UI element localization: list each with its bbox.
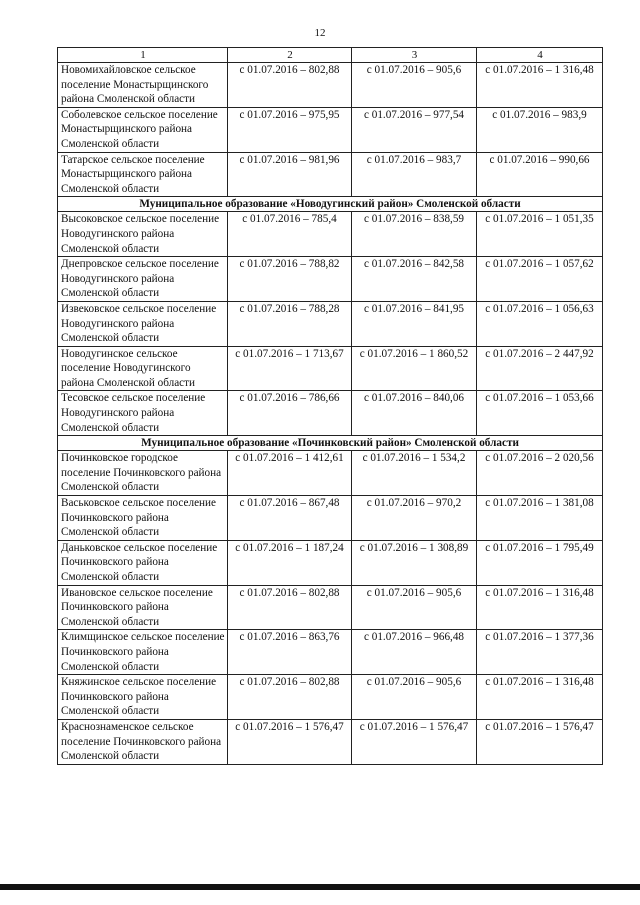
column-header-4: 4 — [477, 48, 603, 63]
value-cell-col4: с 01.07.2016 – 2 020,56 — [477, 451, 603, 496]
value-cell-col2: с 01.07.2016 – 802,88 — [228, 63, 352, 108]
value-cell-col3: с 01.07.2016 – 1 860,52 — [352, 346, 477, 391]
table-row — [58, 496, 603, 541]
table-row — [58, 675, 603, 720]
value-cell-col4: с 01.07.2016 – 2 447,92 — [477, 346, 603, 391]
settlement-name: Васьковское сельское поселение Починковского района Смоленской области — [58, 496, 228, 541]
value-cell-col2: с 01.07.2016 – 788,28 — [228, 301, 352, 346]
settlement-name: Починковское городское поселение Починковского района Смоленской области — [58, 451, 228, 496]
settlement-name: Высоковское сельское поселение Новодугинского района Смоленской области — [58, 212, 228, 257]
table-row — [58, 630, 603, 675]
section-heading: Муниципальное образование «Починковский район» Смоленской области — [58, 436, 603, 451]
settlement-name: Тесовское сельское поселение Новодугинского района Смоленской области — [58, 391, 228, 436]
settlement-name: Татарское сельское поселение Монастырщинского района Смоленской области — [58, 152, 228, 197]
value-cell-col2: с 01.07.2016 – 788,82 — [228, 257, 352, 302]
value-cell-col3: с 01.07.2016 – 905,6 — [352, 63, 477, 108]
value-cell-col2: с 01.07.2016 – 802,88 — [228, 585, 352, 630]
value-cell-col2: с 01.07.2016 – 867,48 — [228, 496, 352, 541]
value-cell-col4: с 01.07.2016 – 990,66 — [477, 152, 603, 197]
value-cell-col2: с 01.07.2016 – 975,95 — [228, 107, 352, 152]
value-cell-col3: с 01.07.2016 – 970,2 — [352, 496, 477, 541]
page-number: 12 — [314, 27, 326, 39]
value-cell-col3: с 01.07.2016 – 983,7 — [352, 152, 477, 197]
value-cell-col2: с 01.07.2016 – 1 713,67 — [228, 346, 352, 391]
table-row — [58, 212, 603, 257]
settlement-name: Краснознаменское сельское поселение Починковского района Смоленской области — [58, 719, 228, 764]
settlement-name: Соболевское сельское поселение Монастырщинского района Смоленской области — [58, 107, 228, 152]
value-cell-col3: с 01.07.2016 – 966,48 — [352, 630, 477, 675]
settlement-name: Ивановское сельское поселение Починковского района Смоленской области — [58, 585, 228, 630]
value-cell-col3: с 01.07.2016 – 1 576,47 — [352, 719, 477, 764]
value-cell-col3: с 01.07.2016 – 905,6 — [352, 675, 477, 720]
settlement-name: Княжинское сельское поселение Починковского района Смоленской области — [58, 675, 228, 720]
table-row — [58, 346, 603, 391]
value-cell-col4: с 01.07.2016 – 1 316,48 — [477, 675, 603, 720]
value-cell-col3: с 01.07.2016 – 841,95 — [352, 301, 477, 346]
value-cell-col4: с 01.07.2016 – 983,9 — [477, 107, 603, 152]
table-row — [58, 107, 603, 152]
column-header-2: 2 — [228, 48, 352, 63]
table-row — [58, 152, 603, 197]
settlement-name: Новомихайловское сельское поселение Монастырщинского района Смоленской области — [58, 63, 228, 108]
value-cell-col4: с 01.07.2016 – 1 051,35 — [477, 212, 603, 257]
table-row — [58, 301, 603, 346]
value-cell-col2: с 01.07.2016 – 786,66 — [228, 391, 352, 436]
value-cell-col4: с 01.07.2016 – 1 056,63 — [477, 301, 603, 346]
column-header-1: 1 — [58, 48, 228, 63]
tariff-table — [57, 47, 603, 765]
value-cell-col3: с 01.07.2016 – 842,58 — [352, 257, 477, 302]
value-cell-col4: с 01.07.2016 – 1 057,62 — [477, 257, 603, 302]
value-cell-col2: с 01.07.2016 – 1 412,61 — [228, 451, 352, 496]
table-row — [58, 451, 603, 496]
table-row — [58, 63, 603, 108]
value-cell-col4: с 01.07.2016 – 1 381,08 — [477, 496, 603, 541]
value-cell-col4: с 01.07.2016 – 1 316,48 — [477, 63, 603, 108]
value-cell-col2: с 01.07.2016 – 802,88 — [228, 675, 352, 720]
section-heading-row — [58, 197, 603, 212]
value-cell-col3: с 01.07.2016 – 977,54 — [352, 107, 477, 152]
table-row — [58, 391, 603, 436]
value-cell-col4: с 01.07.2016 – 1 795,49 — [477, 540, 603, 585]
value-cell-col2: с 01.07.2016 – 1 576,47 — [228, 719, 352, 764]
value-cell-col3: с 01.07.2016 – 838,59 — [352, 212, 477, 257]
value-cell-col3: с 01.07.2016 – 1 534,2 — [352, 451, 477, 496]
value-cell-col2: с 01.07.2016 – 981,96 — [228, 152, 352, 197]
value-cell-col3: с 01.07.2016 – 905,6 — [352, 585, 477, 630]
column-header-3: 3 — [352, 48, 477, 63]
value-cell-col3: с 01.07.2016 – 840,06 — [352, 391, 477, 436]
section-heading-row — [58, 436, 603, 451]
table-header — [58, 48, 603, 63]
value-cell-col3: с 01.07.2016 – 1 308,89 — [352, 540, 477, 585]
settlement-name: Даньковское сельское поселение Починковского района Смоленской области — [58, 540, 228, 585]
table-row — [58, 257, 603, 302]
settlement-name: Новодугинское сельское поселение Новодугинского района Смоленской области — [58, 346, 228, 391]
value-cell-col4: с 01.07.2016 – 1 316,48 — [477, 585, 603, 630]
table-row — [58, 540, 603, 585]
table-body — [58, 63, 603, 765]
section-heading: Муниципальное образование «Новодугинский район» Смоленской области — [58, 197, 603, 212]
bottom-rule — [0, 884, 640, 890]
value-cell-col4: с 01.07.2016 – 1 377,36 — [477, 630, 603, 675]
table-row — [58, 719, 603, 764]
value-cell-col4: с 01.07.2016 – 1 576,47 — [477, 719, 603, 764]
settlement-name: Извековское сельское поселение Новодугинского района Смоленской области — [58, 301, 228, 346]
value-cell-col4: с 01.07.2016 – 1 053,66 — [477, 391, 603, 436]
table-row — [58, 585, 603, 630]
value-cell-col2: с 01.07.2016 – 863,76 — [228, 630, 352, 675]
value-cell-col2: с 01.07.2016 – 1 187,24 — [228, 540, 352, 585]
settlement-name: Климщинское сельское поселение Починковского района Смоленской области — [58, 630, 228, 675]
value-cell-col2: с 01.07.2016 – 785,4 — [228, 212, 352, 257]
settlement-name: Днепровское сельское поселение Новодугинского района Смоленской области — [58, 257, 228, 302]
